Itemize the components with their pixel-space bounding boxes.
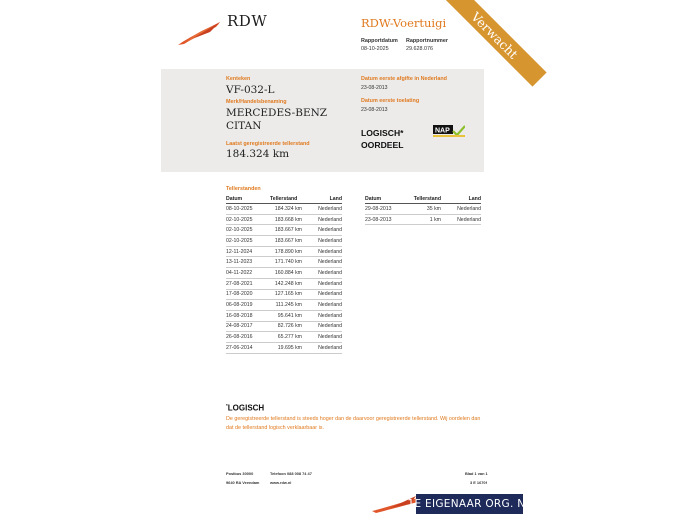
cell-land: Nederland [302, 342, 342, 353]
tellerstand-value: 184.324 km [226, 148, 290, 160]
cell-datum: 02-10-2025 [226, 225, 270, 236]
ribbon-label: Verwacht [468, 8, 522, 62]
col-tellerstand: Tellerstand [270, 194, 302, 204]
table-row [365, 204, 481, 215]
cell-datum: 23-08-2013 [365, 214, 409, 225]
eerste-toelating-label: Datum eerste toelating [361, 98, 420, 104]
footer-postcode: 9640 RA Veendam [226, 480, 260, 485]
cell-land: Nederland [441, 214, 481, 225]
verdict [361, 127, 404, 151]
table-row [365, 214, 481, 225]
cell-tellerstand: 183.667 km [270, 225, 302, 236]
brand-name: RDW [227, 12, 268, 30]
table-row [226, 225, 342, 236]
cell-land: Nederland [302, 268, 342, 279]
table-row [226, 332, 342, 343]
table-row [226, 342, 342, 353]
model-value: CITAN [226, 120, 262, 132]
rapportdatum-value: 08-10-2025 [361, 46, 389, 52]
eerste-toelating-value: 23-08-2013 [361, 107, 388, 113]
nap-text: NAP [435, 127, 450, 135]
cell-tellerstand: 171.740 km [270, 257, 302, 268]
cell-tellerstand: 142.248 km [270, 278, 302, 289]
footnote-mark: * [226, 403, 228, 408]
col-land: Land [441, 194, 481, 204]
cell-land: Nederland [302, 321, 342, 332]
col-datum: Datum [226, 194, 270, 204]
col-land: Land [302, 194, 342, 204]
footnote-title-text: LOGISCH [227, 403, 265, 413]
tellerstanden-table-left [226, 194, 342, 354]
cell-tellerstand: 1 km [409, 214, 441, 225]
cell-land: Nederland [302, 332, 342, 343]
nap-logo-icon [433, 125, 465, 138]
merk-value: MERCEDES-BENZ [226, 107, 328, 119]
footer-blad: Blad 1 van 1 [465, 471, 488, 476]
cell-land: Nederland [302, 246, 342, 257]
col-tellerstand: Tellerstand [409, 194, 441, 204]
kenteken-value: VF-032-L [226, 84, 275, 96]
cell-datum: 04-11-2022 [226, 268, 270, 279]
cell-land: Nederland [302, 278, 342, 289]
eerste-afgifte-value: 23-08-2013 [361, 85, 388, 91]
rdw-logo-icon [176, 18, 222, 48]
table-header-row [365, 194, 481, 204]
cell-tellerstand: 111.245 km [270, 300, 302, 311]
cell-datum: 08-10-2025 [226, 204, 270, 215]
eerste-afgifte-label: Datum eerste afgifte in Nederland [361, 76, 447, 82]
cell-datum: 13-11-2023 [226, 257, 270, 268]
col-datum: Datum [365, 194, 409, 204]
banner-text: 1E EIGENAAR ORG. NL [407, 498, 532, 510]
verdict-line-2: OORDEEL [361, 140, 404, 150]
cell-land: Nederland [302, 300, 342, 311]
cell-tellerstand: 183.668 km [270, 214, 302, 225]
cell-tellerstand: 178.890 km [270, 246, 302, 257]
cell-datum: 24-08-2017 [226, 321, 270, 332]
footer-web[interactable]: www.rdw.nl [270, 480, 292, 485]
rapportnummer-label: Rapportnummer [406, 38, 448, 44]
cell-land: Nederland [302, 310, 342, 321]
vehicle-summary-band [161, 69, 484, 172]
table-row [226, 289, 342, 300]
rapportnummer-value: 29.628.076 [406, 46, 433, 52]
cell-tellerstand: 35 km [409, 204, 441, 215]
footer-postbus: Postbus 30000 [226, 471, 254, 476]
merk-label: Merk/Handelsbenaming [226, 99, 287, 105]
cell-tellerstand: 183.667 km [270, 236, 302, 247]
tellerstanden-title: Tellerstanden [226, 186, 261, 192]
cell-land: Nederland [302, 289, 342, 300]
cell-datum: 16-08-2018 [226, 310, 270, 321]
table-row [226, 257, 342, 268]
cell-datum: 06-08-2019 [226, 300, 270, 311]
cell-tellerstand: 65.277 km [270, 332, 302, 343]
cell-land: Nederland [302, 236, 342, 247]
cell-tellerstand: 95.641 km [270, 310, 302, 321]
cell-tellerstand: 184.324 km [270, 204, 302, 215]
footnote-text: De geregistreerde tellerstand is steeds hoger dan de daarvoor geregistreerde tellerstand. Wij oordelen dan dat de tellerstand logisch verklaarbaar is. [226, 416, 481, 431]
cell-datum: 17-08-2020 [226, 289, 270, 300]
table-row [226, 321, 342, 332]
kenteken-label: Kenteken [226, 76, 251, 82]
cell-tellerstand: 82.726 km [270, 321, 302, 332]
report-title: RDW-Voertuigi [361, 16, 447, 30]
table-row [226, 246, 342, 257]
cell-datum: 29-08-2013 [365, 204, 409, 215]
cell-land: Nederland [302, 214, 342, 225]
footer-code: 3 E 1670f [470, 480, 487, 485]
table-row [226, 268, 342, 279]
tellerstanden-table-right [365, 194, 481, 225]
cell-tellerstand: 160.884 km [270, 268, 302, 279]
verdict-line-1: LOGISCH* [361, 128, 404, 138]
table-row [226, 204, 342, 215]
cell-datum: 02-10-2025 [226, 236, 270, 247]
table-row [226, 300, 342, 311]
tellerstand-label: Laatst geregistreerde tellerstand [226, 141, 310, 147]
cell-datum: 27-06-2014 [226, 342, 270, 353]
cell-datum: 26-08-2016 [226, 332, 270, 343]
cell-land: Nederland [302, 204, 342, 215]
rapportdatum-label: Rapportdatum [361, 38, 398, 44]
footer-telefoon: Telefoon 088 008 74 47 [270, 471, 312, 476]
table-row [226, 278, 342, 289]
footnote-title [226, 403, 264, 413]
table-row [226, 214, 342, 225]
table-header-row [226, 194, 342, 204]
table-row [226, 236, 342, 247]
table-row [226, 310, 342, 321]
eigenaar-banner[interactable] [407, 494, 532, 514]
cell-tellerstand: 19.695 km [270, 342, 302, 353]
cell-datum: 27-08-2021 [226, 278, 270, 289]
cell-datum: 02-10-2025 [226, 214, 270, 225]
cell-land: Nederland [441, 204, 481, 215]
cell-tellerstand: 127.165 km [270, 289, 302, 300]
cell-datum: 12-11-2024 [226, 246, 270, 257]
cell-land: Nederland [302, 257, 342, 268]
cell-land: Nederland [302, 225, 342, 236]
